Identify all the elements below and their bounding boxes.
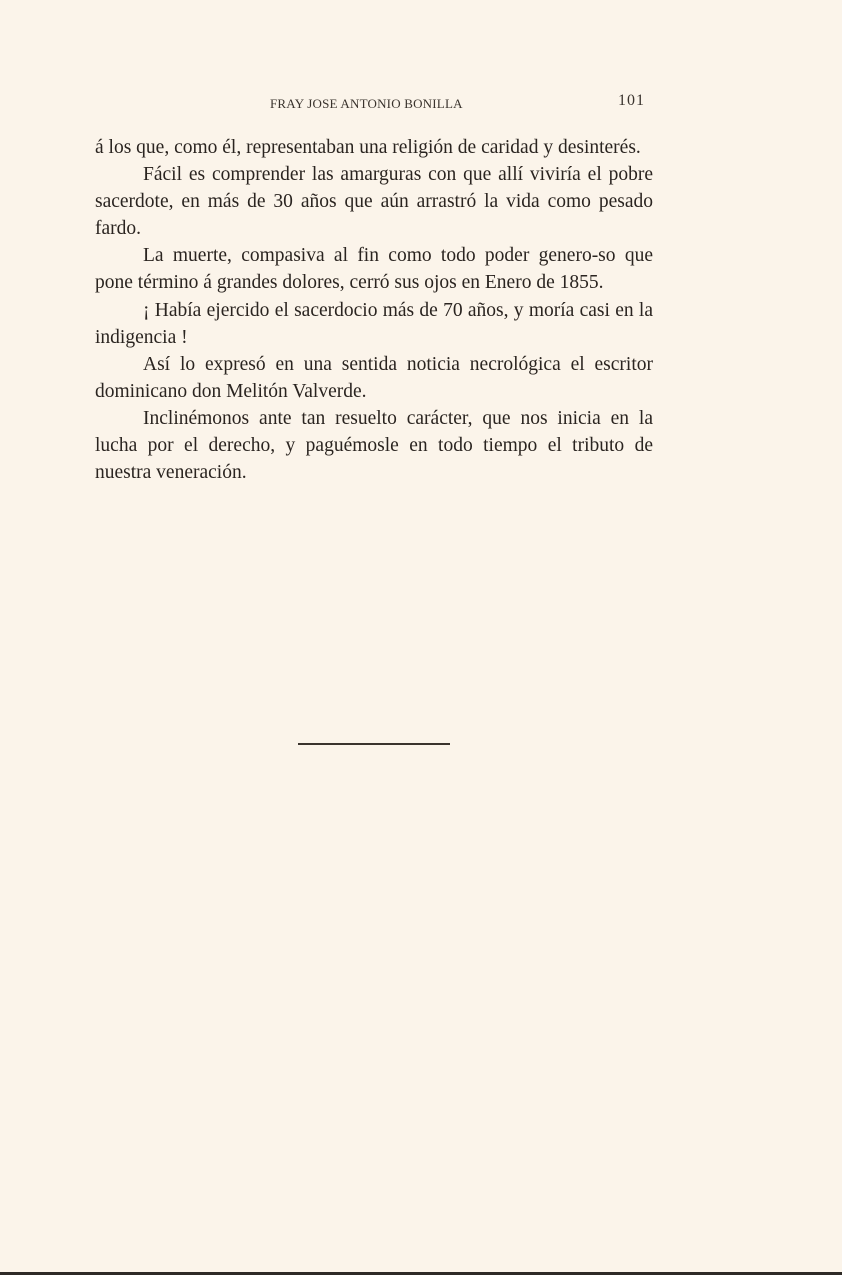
paragraph: Así lo expresó en una sentida noticia necrológica el escritor dominicano don Melitón Valverde. bbox=[95, 353, 653, 402]
paragraph: La muerte, compasiva al fin como todo poder genero-so que pone término á grandes dolores, cerró sus ojos en Enero de 1855. bbox=[95, 245, 653, 294]
paragraph-continuation: á los que, como él, representaban una religión de caridad y desinterés. bbox=[95, 137, 641, 158]
running-head: FRAY JOSE ANTONIO BONILLA bbox=[270, 96, 463, 111]
paragraph: ¡ Había ejercido el sacerdocio más de 70 años, y moría casi en la indigencia ! bbox=[95, 299, 653, 348]
end-rule bbox=[298, 743, 450, 745]
body-text bbox=[95, 134, 653, 486]
paragraph: Inclinémonos ante tan resuelto carácter, que nos inicia en la lucha por el derecho, y paguémosle en todo tiempo el tributo de nuestra veneración. bbox=[95, 407, 653, 484]
paragraph: Fácil es comprender las amarguras con que allí viviría el pobre sacerdote, en más de 30 años que aún arrastró la vida como pesado fardo. bbox=[95, 164, 653, 240]
page-number: 101 bbox=[618, 92, 645, 109]
